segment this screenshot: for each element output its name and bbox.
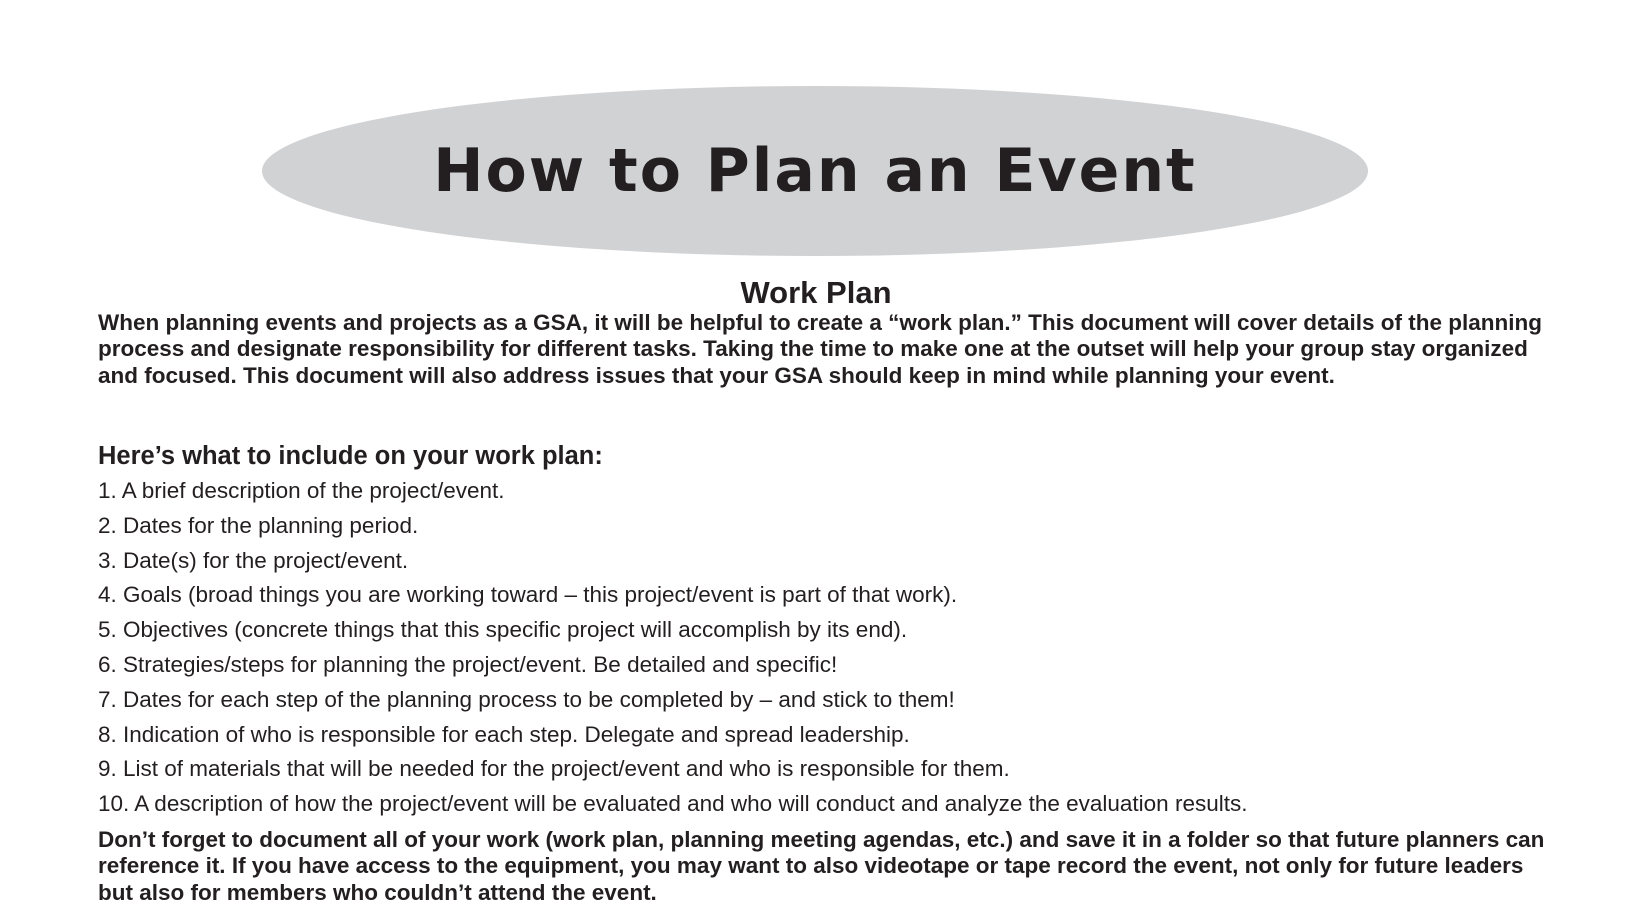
- closing-paragraph: Don’t forget to document all of your work (work plan, planning meeting agendas, etc.) and save it in a folder so that future planners can reference it. If you have access to the equipment, you may want to also videotape or tape record the event, not only for future leaders but also for members who couldn’t attend the event.: [98, 827, 1545, 905]
- list-item: 3. Date(s) for the project/event.: [98, 547, 409, 573]
- list-heading: Here’s what to include on your work plan:: [98, 442, 603, 470]
- list-item: 6. Strategies/steps for planning the project/event. Be detailed and specific!: [98, 651, 838, 677]
- list-item: 9. List of materials that will be needed for the project/event and who is responsible for them.: [98, 756, 1010, 782]
- list-item: 4. Goals (broad things you are working toward – this project/event is part of that work).: [98, 582, 958, 608]
- list-item: 10. A description of how the project/event will be evaluated and who will conduct and analyze the evaluation results.: [98, 791, 1248, 817]
- intro-paragraph: When planning events and projects as a GSA, it will be helpful to create a “work plan.” This document will cover details of the planning process and designate responsibility for different tasks. Taking the time to make one at the outset will help your group stay organized and focused. This document will also address issues that your GSA should keep in mind while planning your event.: [98, 310, 1542, 388]
- list-item: 7. Dates for each step of the planning process to be completed by – and stick to them!: [98, 686, 955, 712]
- list-item: 2. Dates for the planning period.: [98, 512, 419, 538]
- work-plan-list: [98, 474, 1598, 822]
- list-item: 1. A brief description of the project/event.: [98, 478, 505, 503]
- page-title: How to Plan an Event: [433, 136, 1197, 206]
- list-item: 8. Indication of who is responsible for each step. Delegate and spread leadership.: [98, 721, 910, 747]
- list-item: 5. Objectives (concrete things that this specific project will accomplish by its end).: [98, 617, 908, 643]
- section-title: Work Plan: [740, 275, 892, 310]
